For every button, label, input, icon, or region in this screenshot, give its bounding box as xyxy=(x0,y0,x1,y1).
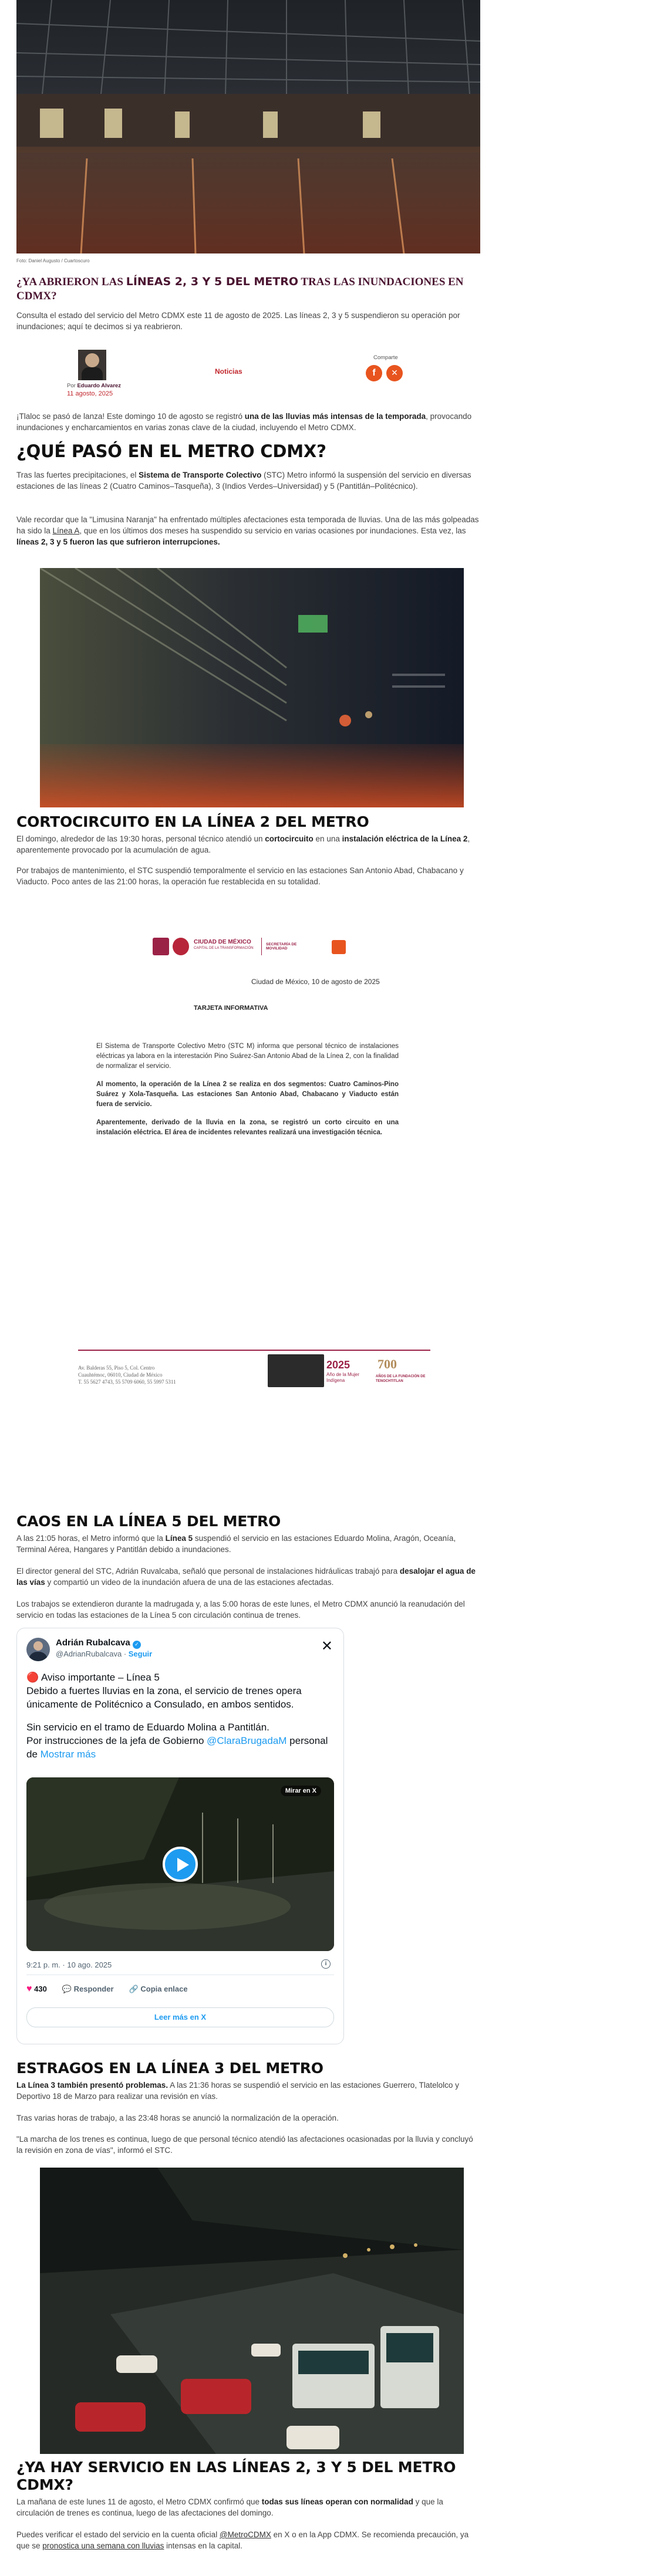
article-headline: ¿YA ABRIERON LAS LÍNEAS 2, 3 Y 5 DEL METRO TRAS LAS INUNDACIONES EN CDMX? xyxy=(16,275,464,302)
avatar[interactable] xyxy=(78,350,106,380)
tweet-handle[interactable]: @AdrianRubalcava xyxy=(56,1649,122,1658)
tweet-video[interactable] xyxy=(26,1777,334,1951)
section-paragraph: Tras varias horas de trabajo, a las 23:48 horas se anunció la normalización de la operación. xyxy=(16,2114,339,2122)
facebook-icon: f xyxy=(372,368,376,378)
linea-a-link[interactable]: Línea A xyxy=(52,526,80,535)
tweet-text: Sin servicio en el tramo de Eduardo Molina a Pantitlán. xyxy=(26,1722,269,1733)
flooded-station-photo xyxy=(40,568,464,807)
watch-on-x-label[interactable]: Mirar en X xyxy=(281,1786,321,1796)
tarjeta-informativa-document: CIUDAD DE MÉXICO CAPITAL DE LA TRANSFORMACIÓN SECRETARÍA DE MOVILIDAD Ciudad de México, 10 de agosto de 2025 TARJETA INFORMATIVA El Sistema de Transporte Colectivo Metro (STC M) informa que personal técnico de instalaciones eléctricas ya labora en la interestación Pino Suárez-San Antonio Abad de la Línea 2, con la finalidad de normalizar el servicio. Al momento, la operación de la Línea 2 se realiza en dos segmentos: Cuatro Caminos-Pino Suárez y Xola-Tasqueña. Las estaciones San Antonio Abad, Chabacano y Viaducto están fuera de servicio. Aparentemente, derivado de la lluvia en la zona, se registró un corto circuito en una instalación eléctrica. El área de incidentes relevantes realizará una investigación técnica. Av. Balderas 55, Piso 5, Col. Centro Cuauhtémoc, 06010, Ciudad de México T. 55 5627 4743, 55 5709 6060, 55 5997 5311 2025 Año de la Mujer Indígena 700 AÑOS DE LA FUNDACIÓN DE TENOCHTITLAN xyxy=(16,915,480,1408)
tweet-text: Por instrucciones de la jefa de Gobierno @ClaraBrugadaM personal de Mostrar más xyxy=(26,1735,328,1760)
section-paragraph: "La marcha de los trenes es continua, luego de que personal técnico atendió las afectaciones ocasionadas por la lluvia y concluyó la revisión en zona de vías", informó el STC. xyxy=(16,2135,473,2155)
play-icon xyxy=(177,1858,189,1872)
cdmx-crest-icon xyxy=(173,938,189,955)
avatar[interactable] xyxy=(26,1638,50,1661)
follow-button[interactable]: Seguir xyxy=(128,1649,153,1658)
photo-credit: Foto: Daniel Augusto / Cuartoscuro xyxy=(16,258,90,263)
x-share-button[interactable] xyxy=(386,365,403,381)
intro-paragraph: ¡Tlaloc se pasó de lanza! Este domingo 10 de agosto se registró una de las lluvias más intensas de la temporada, provocando inundaciones y encharcamientos en varias zonas clave de la ciudad, incluyendo el Metro CDMX. xyxy=(16,412,472,432)
metrocdmx-link[interactable]: @MetroCDMX xyxy=(219,2530,271,2539)
section-link[interactable]: Noticias xyxy=(215,367,242,376)
section-paragraph: Vale recordar que la "Limusina Naranja" ha enfrentado múltiples afectaciones esta temporada de lluvias. Una de las más golpeadas ha sido la Línea A, que en los últimos dos meses ha suspendido su servicio en varias ocasiones por inundaciones. Esta vez, las líneas 2, 3 y 5 fueron las que sufrieron interrupciones. xyxy=(16,515,479,546)
x-logo-icon[interactable]: ✕ xyxy=(321,1638,333,1654)
section-paragraph: La mañana de este lunes 11 de agosto, el Metro CDMX confirmó que todas sus líneas operan con normalidad y que la circulación de trenes es continua, luego de las afectaciones del domingo. xyxy=(16,2497,443,2517)
tweet-timestamp[interactable]: 9:21 p. m. · 10 ago. 2025 xyxy=(26,1960,112,1969)
heart-icon: ♥ xyxy=(26,1984,32,1994)
section-paragraph: Por trabajos de mantenimiento, el STC suspendió temporalmente el servicio en las estaciones San Antonio Abad, Chabacano y Viaducto. Poco antes de las 21:00 horas, la operación fue restablecida en su totalidad. xyxy=(16,866,464,886)
info-icon[interactable]: i xyxy=(321,1959,331,1969)
section-paragraph: La Línea 3 también presentó problemas. A las 21:36 horas se suspendió el servicio en las estaciones Guerrero, Tlatelolco y Deportivo 18 de Marzo para realizar una revisión en vías. xyxy=(16,2081,459,2101)
show-more-link[interactable]: Mostrar más xyxy=(40,1749,96,1760)
tweet-text: 🔴 Aviso importante – Línea 5 xyxy=(26,1672,160,1683)
section-heading: CORTOCIRCUITO EN LA LÍNEA 2 DEL METRO xyxy=(16,813,369,830)
metro-logo-icon xyxy=(332,940,346,954)
section-heading: ¿YA HAY SERVICIO EN LAS LÍNEAS 2, 3 Y 5 DEL METRO CDMX? xyxy=(16,2459,456,2493)
article-dek: Consulta el estado del servicio del Metro CDMX este 11 de agosto de 2025. Las líneas 2, 3 y 5 suspendieron su operación por inundaciones; aquí te decimos si ya reabrieron. xyxy=(16,311,460,331)
section-heading: ESTRAGOS EN LA LÍNEA 3 DEL METRO xyxy=(16,2060,323,2077)
section-heading: CAOS EN LA LÍNEA 5 DEL METRO xyxy=(16,1513,281,1530)
hero-photo xyxy=(16,0,480,253)
author-link[interactable]: Eduardo Alvarez xyxy=(77,383,122,389)
reply-icon: 💬 xyxy=(62,1985,72,1993)
cdmx-seal-icon xyxy=(153,938,169,955)
indigenous-women-illustration xyxy=(268,1354,324,1387)
section-paragraph: A las 21:05 horas, el Metro informó que la Línea 5 suspendió el servicio en las estaciones Eduardo Molina, Aragón, Oceanía, Terminal Aérea, Hangares y Pantitlán debido a inundaciones. xyxy=(16,1534,456,1554)
tweet-embed[interactable]: Adrián Rubalcava ✓ @AdrianRubalcava · Seguir ✕ 🔴 Aviso importante – Línea 5 Debido a fuertes lluvias en la zona, el servicio de trenes opera únicamente de Politécnico a Consulado, en ambos sentidos. Sin servicio en el tramo de Eduardo Molina a Pantitlán. Por instrucciones de la jefa de Gobierno @ClaraBrugadaM personal de Mostrar más Mirar en X 9:21 p. m. · 10 ago. 2025 i ♥ 430 💬 Responder 🔗 Copia enlace Leer más en X xyxy=(16,1628,344,2044)
section-paragraph: Los trabajos se extendieron durante la madrugada y, a las 5:00 horas de este lunes, el Metro CDMX anunció la reanudación del servicio en todas las estaciones de la Línea 5 con circulación continua de trenes. xyxy=(16,1600,465,1620)
section-paragraph: Tras las fuertes precipitaciones, el Sistema de Transporte Colectivo (STC) Metro informó la suspensión del servicio en diversas estaciones de las líneas 2 (Cuatro Caminos–Tasqueña), 3 (Indios Verdes–Universidad) y 5 (Pantitlán–Politécnico). xyxy=(16,471,471,491)
publish-date: 11 agosto, 2025 xyxy=(67,390,113,397)
mention-link[interactable]: @ClaraBrugadaM xyxy=(207,1735,287,1746)
verified-badge-icon: ✓ xyxy=(133,1641,141,1649)
share-label: Comparte xyxy=(373,354,398,361)
like-button[interactable]: ♥ 430 xyxy=(26,1984,47,1994)
play-button[interactable] xyxy=(163,1847,198,1882)
tweet-author-name[interactable]: Adrián Rubalcava xyxy=(56,1638,130,1648)
x-icon: ✕ xyxy=(391,369,398,378)
tweet-text: Debido a fuertes lluvias en la zona, el servicio de trenes opera únicamente de Politécnico a Consulado, en ambos sentidos. xyxy=(26,1685,302,1710)
section-paragraph: El domingo, alrededor de las 19:30 horas, personal técnico atendió un cortocircuito en una instalación eléctrica de la Línea 2, aparentemente provocado por la acumulación de agua. xyxy=(16,834,470,854)
copy-link-button[interactable]: 🔗 Copia enlace xyxy=(129,1985,188,1993)
government-logos: CIUDAD DE MÉXICO CAPITAL DE LA TRANSFORMACIÓN SECRETARÍA DE MOVILIDAD xyxy=(153,937,346,956)
section-paragraph: Puedes verificar el estado del servicio en la cuenta oficial @MetroCDMX en X o en la App CDMX. Se recomienda precaución, ya que se pronostica una semana con lluvias intensas en la capital. xyxy=(16,2530,469,2550)
facebook-share-button[interactable] xyxy=(366,365,382,381)
section-paragraph: El director general del STC, Adrián Ruvalcaba, señaló que personal de instalaciones hidráulicas trabajó para desalojar el agua de las vías y compartió un video de la inundación afuera de una de las estaciones afectadas. xyxy=(16,1567,476,1587)
read-more-on-x-button[interactable]: Leer más en X xyxy=(26,2007,334,2027)
section-heading: ¿QUÉ PASÓ EN EL METRO CDMX? xyxy=(16,441,326,461)
flooded-street-photo xyxy=(40,2168,464,2454)
reply-button[interactable]: 💬 Responder xyxy=(62,1985,114,1993)
forecast-link[interactable]: pronostica una semana con lluvias xyxy=(42,2541,164,2550)
byline: Por Eduardo Alvarez 11 agosto, 2025 Noticias Comparte f ✕ xyxy=(16,350,480,397)
link-icon: 🔗 xyxy=(129,1985,139,1993)
